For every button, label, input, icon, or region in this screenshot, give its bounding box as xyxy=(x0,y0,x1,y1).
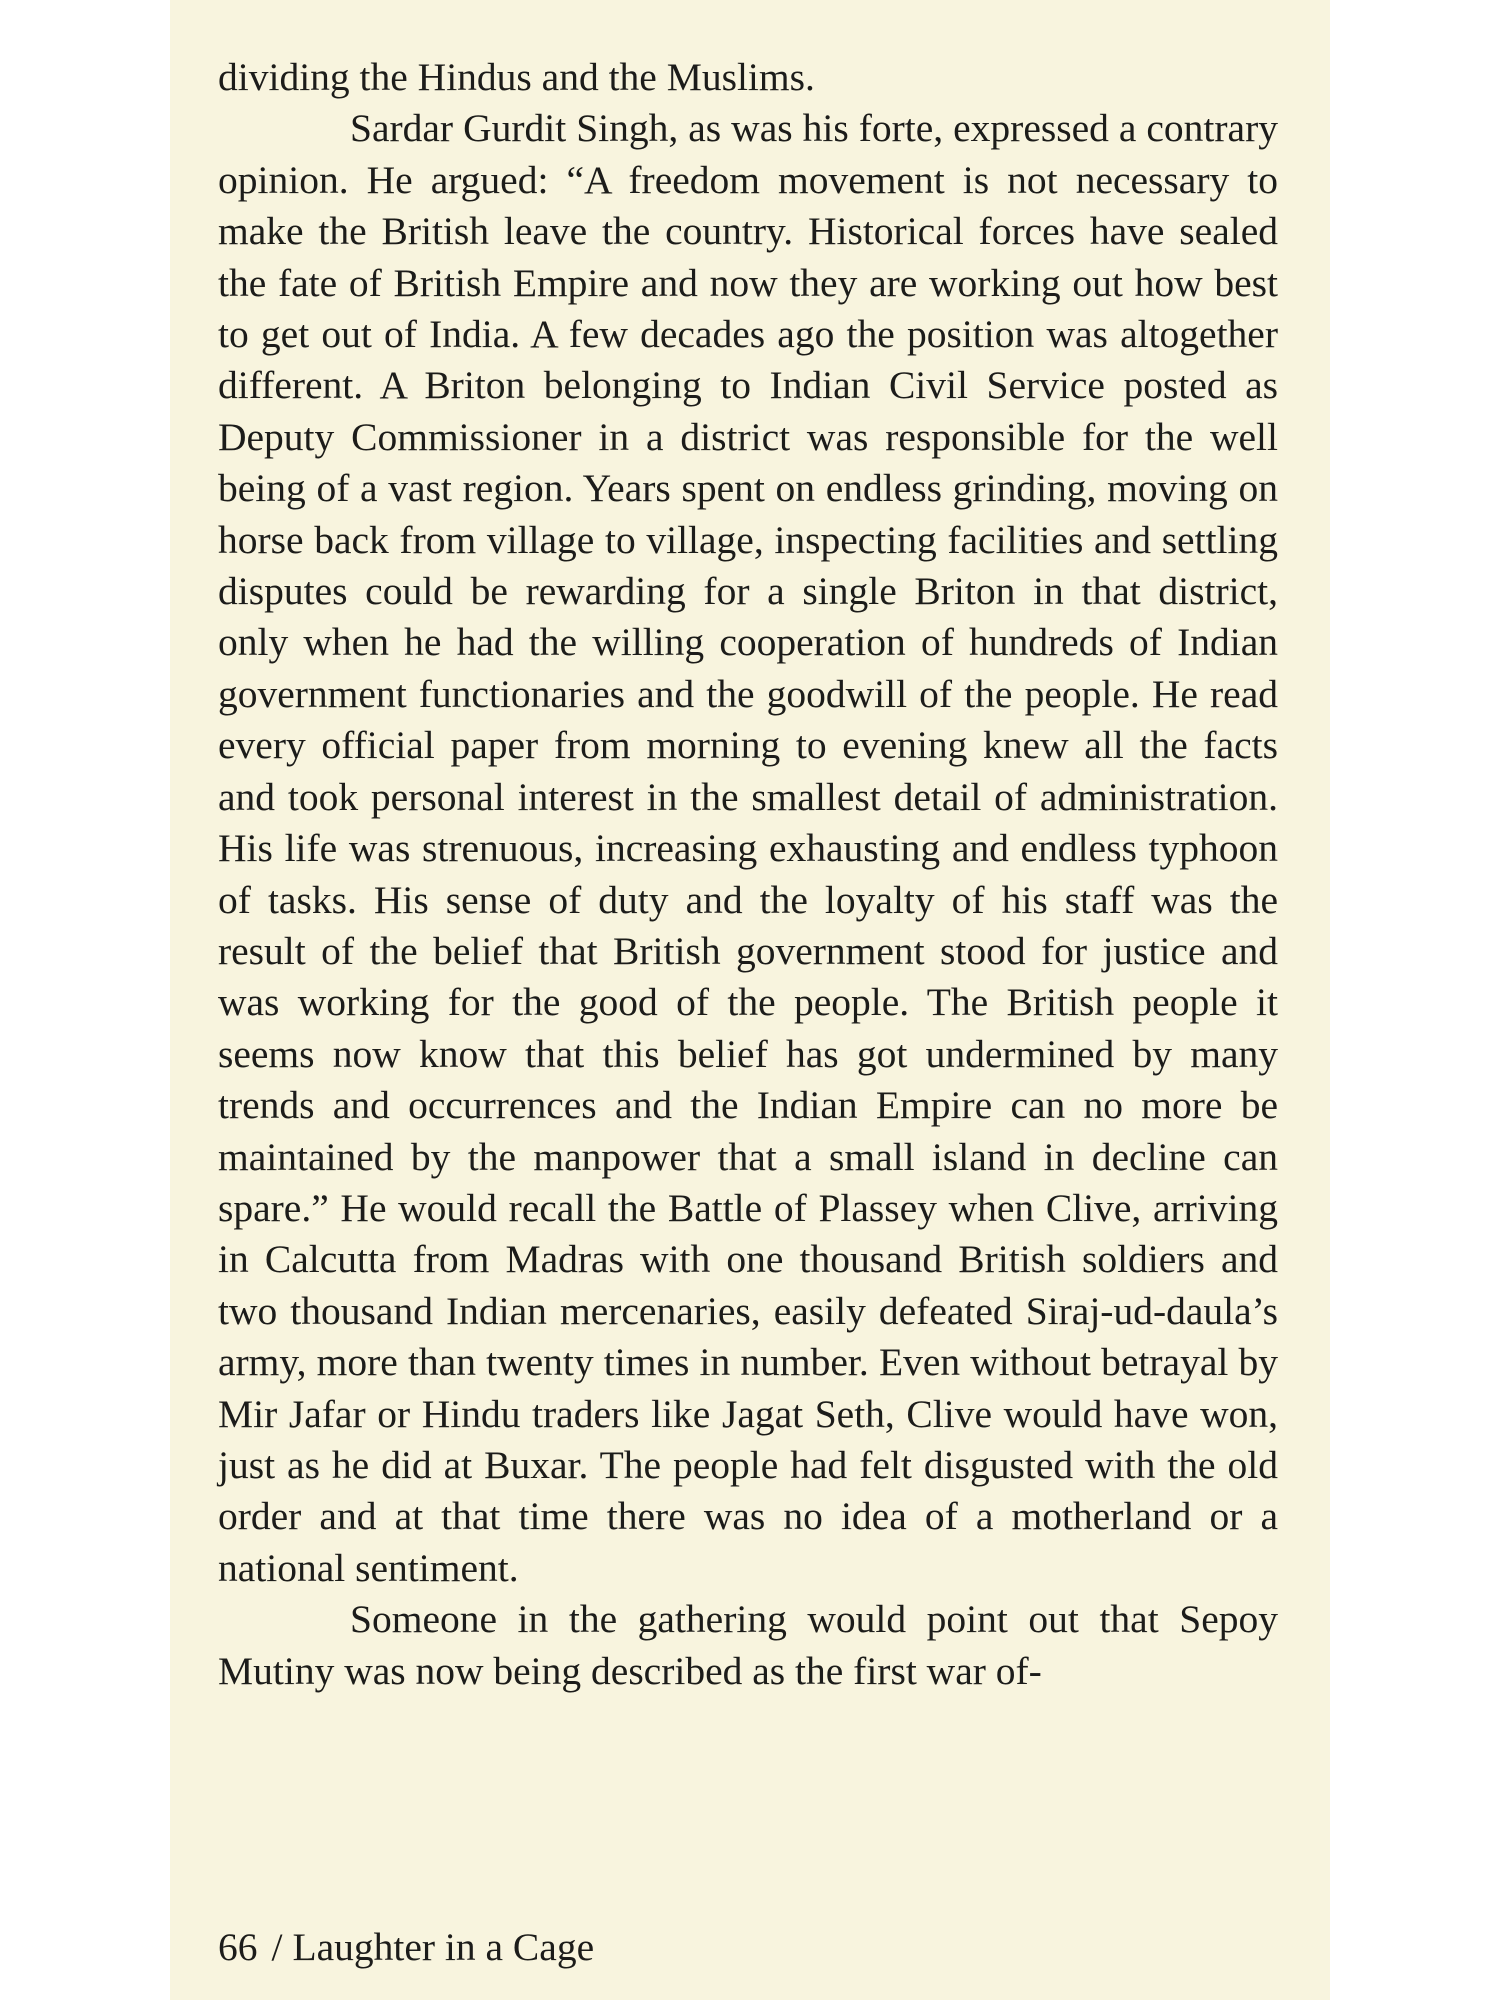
book-title: Laughter in a Cage xyxy=(292,1925,595,1969)
paragraph-continuation: dividing the Hindus and the Muslims. xyxy=(218,55,815,99)
page-footer xyxy=(218,1924,594,1970)
page-number: 66 xyxy=(218,1925,258,1969)
body-text xyxy=(218,52,1278,1697)
footer-separator: / xyxy=(271,1925,283,1969)
paragraph-gurdit-singh: Sardar Gurdit Singh, as was his forte, expressed a contrary opinion. He argued: “A freedom movement is not necessary to make the British leave the country. Historical forces have sealed the fate of British Empire and now they are working out how best to get out of India. A few decades ago the position was altogether different. A Briton belonging to Indian Civil Service posted as Deputy Commissioner in a district was responsible for the well being of a vast region. Years spent on endless grinding, moving on horse back from village to village, inspecting facilities and settling disputes could be rewarding for a single Briton in that district, only when he had the willing cooperation of hundreds of Indian government functionaries and the goodwill of the people. He read every official paper from morning to evening knew all the facts and took personal interest in the smallest detail of administration. His life was strenuous, increasing exhausting and endless typhoon of tasks. His sense of duty and the loyalty of his staff was the result of the belief that British government stood for justice and was working for the good of the people. The British people it seems now know that this belief has got undermined by many trends and occurrences and the Indian Empire can no more be maintained by the manpower that a small island in decline can spare.” He would recall the Battle of Plassey when Clive, arriving in Calcutta from Madras with one thousand British soldiers and two thousand Indian mercenaries, easily defeated Siraj-ud-daula’s army, more than twenty times in number. Even without betrayal by Mir Jafar or Hindu traders like Jagat Seth, Clive would have won, just as he did at Buxar. The people had felt disgusted with the old order and at that time there was no idea of a motherland or a national sentiment. xyxy=(218,106,1278,1590)
book-page xyxy=(170,0,1330,2000)
paragraph-sepoy-mutiny: Someone in the gathering would point out that Sepoy Mutiny was now being described as the first war of- xyxy=(218,1597,1278,1693)
